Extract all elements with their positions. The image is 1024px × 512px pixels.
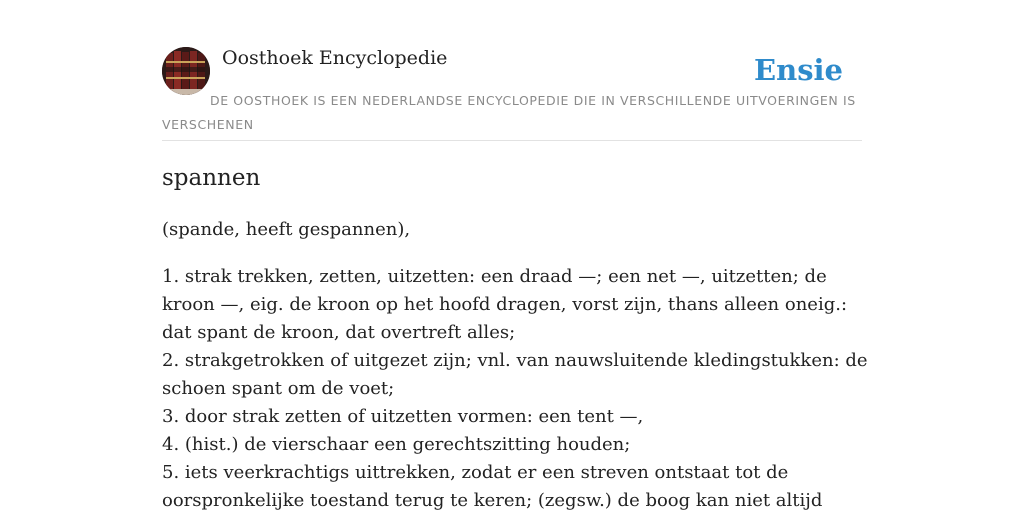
meaning-item: 5. iets veerkrachtigs uittrekken, zodat er een streven ontstaat tot de oorspronkelijke toestand terug te keren; (zegsw.) de boog kan niet altijd [162, 462, 823, 511]
encyclopedia-avatar[interactable] [162, 47, 210, 95]
entry-title: spannen [162, 165, 261, 191]
site-title[interactable]: Oosthoek Encyclopedie [222, 47, 448, 69]
site-header [162, 46, 862, 141]
meaning-item: 3. door strak zetten of uitzetten vormen: een tent —, [162, 406, 644, 427]
entry-content [162, 216, 868, 512]
entry-grammar: (spande, heeft gespannen), [162, 219, 411, 240]
meaning-item: 1. strak trekken, zetten, uitzetten: een draad —; een net —, uitzetten; de kroon —, eig. de kroon op het hoofd dragen, vorst zijn, thans alleen oneig.: dat spant de kroon, dat overtreft alles; [162, 266, 848, 343]
entry-meanings [162, 263, 868, 512]
site-tagline: DE OOSTHOEK IS EEN NEDERLANDSE ENCYCLOPEDIE DIE IN VERSCHILLENDE UITVOERINGEN IS VERSCHENEN [162, 93, 856, 132]
meaning-item: 2. strakgetrokken of uitgezet zijn; vnl. van nauwsluitende kledingstukken: de schoen spant om de voet; [162, 350, 868, 399]
meaning-item: 4. (hist.) de vierschaar een gerechtszitting houden; [162, 434, 631, 455]
book-spines-icon [162, 47, 210, 95]
ensie-logo-link[interactable]: Ensie [754, 53, 843, 87]
